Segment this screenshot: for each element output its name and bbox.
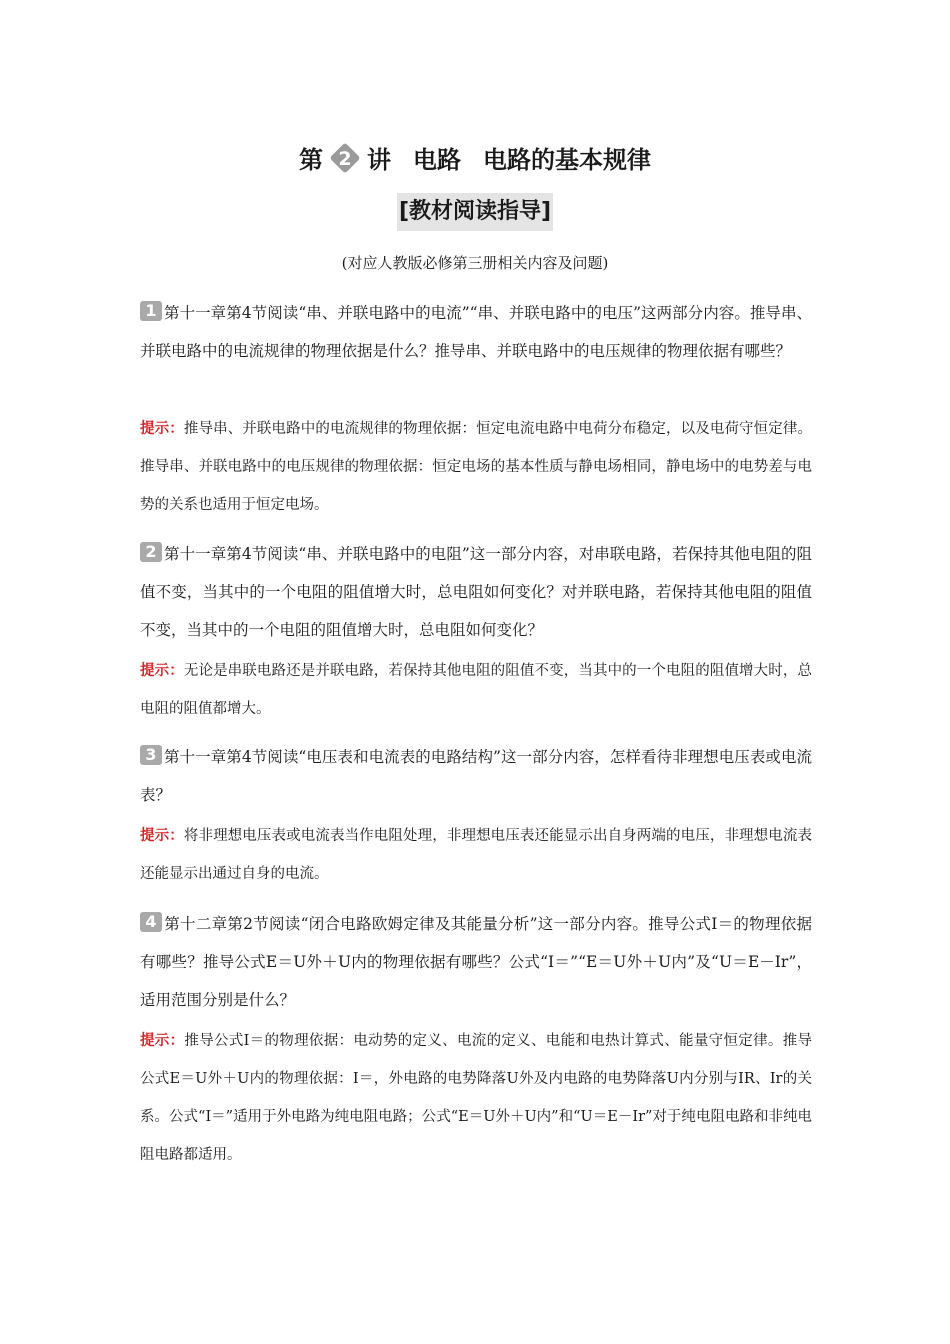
answer-text: 无论是串联电路还是并联电路，若保持其他电阻的阻值不变，当其中的一个电阻的阻值增大时，总电阻的阻值都增大。 xyxy=(140,663,813,717)
answer-1 xyxy=(140,410,812,524)
question-1 xyxy=(140,294,812,370)
question-text: 第十二章第2节阅读“闭合电路欧姆定律及其能量分析”这一部分内容。推导公式I＝的物理依据有哪些？推导公式E＝U外＋U内的物理依据有哪些？公式“I＝”“E＝U外＋U内”及“U＝E－Ir”，适用范围分别是什么？ xyxy=(140,915,812,1009)
lesson-title xyxy=(0,134,950,186)
hint-label: 提示： xyxy=(140,421,184,437)
question-text: 第十一章第4节阅读“电压表和电流表的电路结构”这一部分内容，怎样看待非理想电压表或电流表？ xyxy=(140,748,812,804)
question-number-badge: 2 xyxy=(140,542,162,562)
question-3 xyxy=(140,738,812,814)
section-heading-text: [教材阅读指导] xyxy=(397,193,553,231)
lesson-number-diamond-icon xyxy=(327,140,363,176)
title-part2: 电路的基本规律 xyxy=(483,146,651,174)
answer-text: 推导公式I＝的物理依据：电动势的定义、电流的定义、电能和电热计算式、能量守恒定律。推导公式E＝U外＋U内的物理依据：I＝，外电路的电势降落U外及内电路的电势降落U内分别与IR、Ir的关系。公式“I＝”适用于外电路为纯电阻电路；公式“E＝U外＋U内”和“U＝E－Ir”对于纯电阻电路和非纯电阻电路都适用。 xyxy=(140,1033,812,1163)
answer-2 xyxy=(140,652,812,728)
answer-text: 将非理想电压表或电流表当作电阻处理，非理想电压表还能显示出自身两端的电压，非理想电流表还能显示出通过自身的电流。 xyxy=(140,828,813,882)
hint-label: 提示： xyxy=(140,1033,185,1049)
title-part1: 电路 xyxy=(413,146,461,174)
question-text: 第十一章第4节阅读“串、并联电路中的电阻”这一部分内容，对串联电路，若保持其他电阻的阻值不变，当其中的一个电阻的阻值增大时，总电阻如何变化？对并联电路，若保持其他电阻的阻值不变，当其中的一个电阻的阻值增大时，总电阻如何变化？ xyxy=(140,545,812,639)
hint-label: 提示： xyxy=(140,663,184,679)
hint-label: 提示： xyxy=(140,828,184,844)
title-prefix: 第 xyxy=(299,146,323,174)
answer-text: 推导串、并联电路中的电流规律的物理依据：恒定电流电路中电荷分布稳定，以及电荷守恒定律。推导串、并联电路中的电压规律的物理依据：恒定电场的基本性质与静电场相同，静电场中的电势差与电势的关系也适用于恒定电场。 xyxy=(140,421,813,513)
question-number-badge: 4 xyxy=(140,912,162,932)
question-2 xyxy=(140,535,812,649)
question-number-badge: 1 xyxy=(140,301,162,321)
answer-4 xyxy=(140,1022,812,1174)
edition-note: (对应人教版必修第三册相关内容及问题) xyxy=(341,254,609,272)
section-heading xyxy=(0,193,950,231)
answer-3 xyxy=(140,817,812,893)
question-number-badge: 3 xyxy=(140,745,162,765)
question-4 xyxy=(140,905,812,1019)
title-suffix: 讲 xyxy=(367,146,391,174)
question-text: 第十一章第4节阅读“串、并联电路中的电流”“串、并联电路中的电压”这两部分内容。推导串、并联电路中的电流规律的物理依据是什么？推导串、并联电路中的电压规律的物理依据有哪些？ xyxy=(140,304,812,360)
lesson-number: 2 xyxy=(338,148,352,170)
